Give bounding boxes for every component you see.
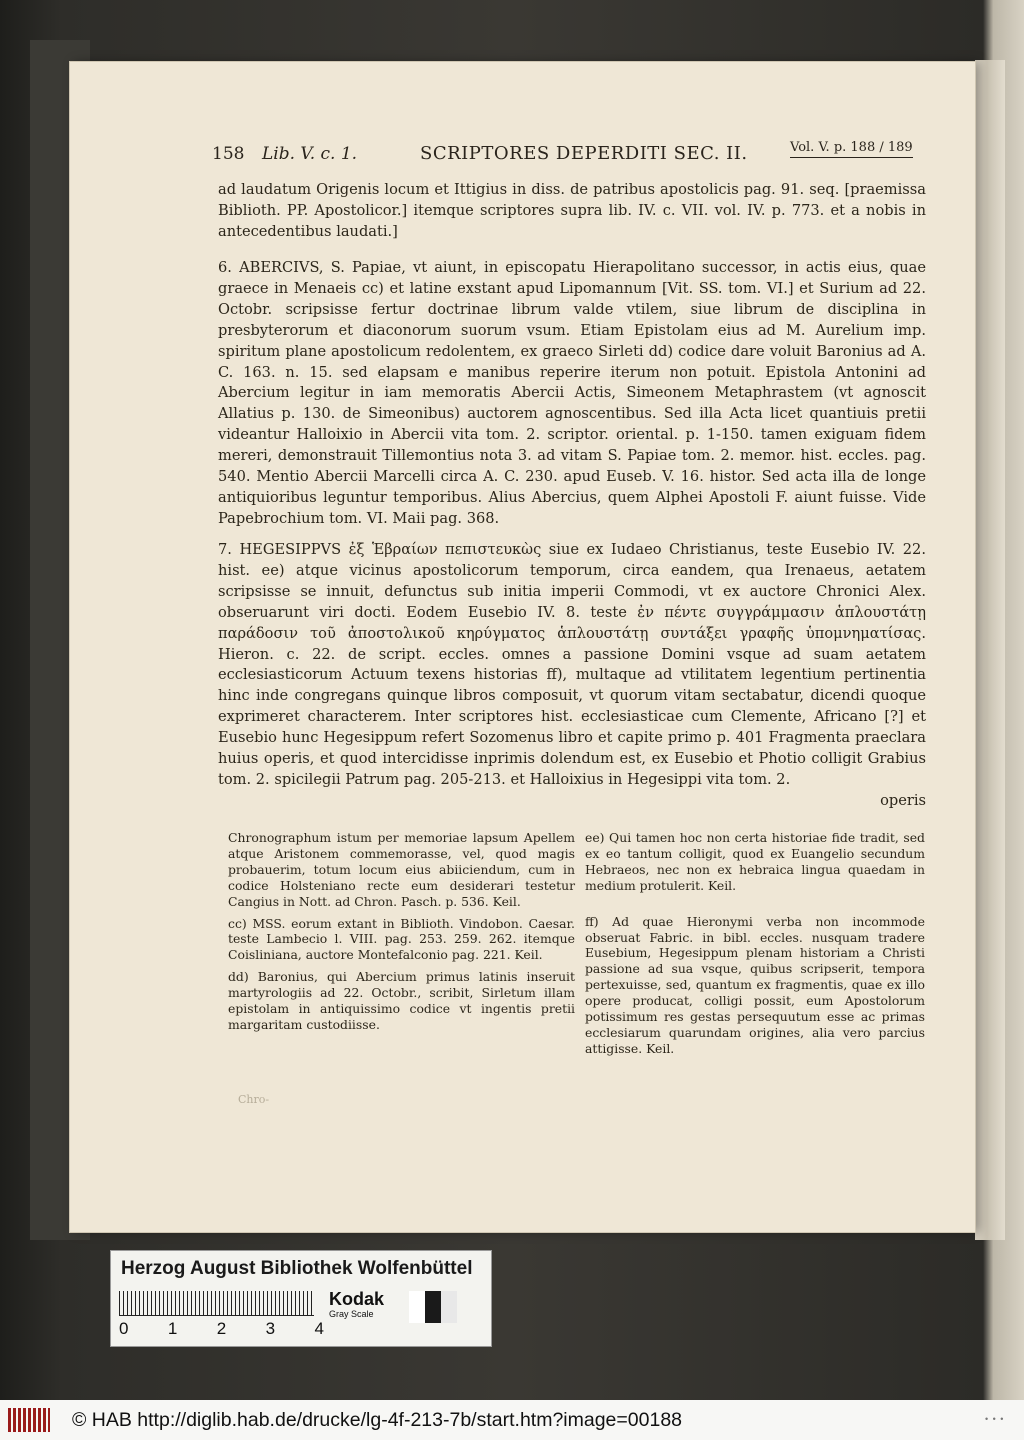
ruler-label: 4 xyxy=(314,1319,324,1338)
kodak-label xyxy=(329,1289,407,1325)
institution-name: Herzog August Bibliothek Wolfenbüttel xyxy=(121,1258,473,1279)
copyright-url[interactable]: © HAB http://diglib.hab.de/drucke/lg-4f-213-7b/start.htm?image=00188 xyxy=(72,1409,683,1431)
volume-reference: Vol. V. p. 188 / 189 xyxy=(790,140,913,158)
page-edge xyxy=(975,60,1005,1240)
paragraph-hegesippus xyxy=(218,540,926,812)
paragraph-abercius: 6. ABERCIVS, S. Papiae, vt aiunt, in episcopatu Hierapolitano successor, in actis eius, quae graece in Menaeis cc) et latine exstant apud Lipomannum [Vit. SS. tom. VI.] et Surium ad 22. Octobr. scripsisse fertur doctrinae librum valde vtilem, siue librum de disciplina in presbyterorum et diaconorum suorum vsum. Etiam Epistolam eius ad M. Aurelium imp. spiritum plane apostolicum redolentem, ex graeco Sirleti dd) codice dare voluit Baronius ad A. C. 163. n. 15. sed elapsam e manibus reperire iterum non potuit. Epistola Antonini ad Abercium legitur in iam memoratis Abercii Actis, Simeonem Metaphrastem (vt agnoscit Allatius p. 130. de Simeonibus) auctorem agnoscentibus. Sed illa Acta licet quantiuis pretii videantur Halloixio in Abercii vita tom. 2. scriptor. oriental. p. 1-150. tamen exiguam fidem mereri, demonstrauit Tillemontius nota 3. ad vitam S. Papiae tom. 2. memor. hist. eccles. pag. 540. Mentio Abercii Marcelli circa A. C. 230. apud Euseb. V. 16. histor. Sed acta illa de longe antiquioribus leguntur temporibus. Alius Abercius, quem Alphei Apostoli F. aiunt fuisse. Vide Papebrochium tom. VI. Maii pag. 368. xyxy=(218,259,926,527)
gray-scale-patches xyxy=(409,1291,457,1323)
menu-dots-icon[interactable]: • • • xyxy=(985,1414,1005,1424)
measurement-ruler xyxy=(119,1291,314,1316)
footnote-dd: dd) Baronius, qui Abercium primus latinis inseruit martyrologiis ad 22. Octobr., scribit, Sirletum illam epistolam in antiquissimo codice vt ingentis pretii margaritam custodiisse. xyxy=(228,969,575,1032)
footnote-cc: cc) MSS. eorum extant in Biblioth. Vindobon. Caesar. teste Lambecio l. VIII. pag. 253. 259. 262. itemque Coisliniana, auctore Montefalconio pag. 221. Keil. xyxy=(228,915,575,963)
page-number: 158 xyxy=(212,144,245,164)
show-through-text: Chro- xyxy=(238,1093,270,1106)
ruler-labels xyxy=(119,1319,324,1339)
gray-patch xyxy=(425,1291,441,1323)
hab-logo-icon xyxy=(8,1408,50,1432)
footnote: Chronographum istum per memoriae lapsum Apellem atque Aristonem commemorasse, vel, quod magis probauerim, totum locum eius abiiciendum, cum in codice Holsteniano recte eum desiderari testetur Cangius in Nott. ad Chron. Pasch. p. 536. Keil. xyxy=(228,830,575,909)
running-header xyxy=(212,140,922,170)
ruler-label: 2 xyxy=(216,1319,227,1338)
paragraph-intro: ad laudatum Origenis locum et Ittigius in diss. de patribus apostolicis pag. 91. seq. [praemissa Biblioth. PP. Apostolicor.] itemque scriptores supra lib. IV. c. VII. vol. IV. p. 773. et a nobis in antecedentibus laudati.] xyxy=(218,181,926,240)
running-title: SCRIPTORES DEPERDITI SEC. II. xyxy=(420,143,748,164)
kodak-brand: Kodak xyxy=(329,1289,385,1309)
footnote-ff: ff) Ad quae Hieronymi verba non incommode obseruat Fabric. in bibl. eccles. nusquam tradere Eusebium, Hegesippum plenam historiam a Christi passione ad sua vsque, quibus scripserit, tempora pertexuisse, sed, quantum ex fragmentis, quae ex illo opere producat, colligi possit, eum Apostolorum potissimum res gestas persequutum esse ac primas ecclesiarum quarundam origines, alia vero parcius attigisse. Keil. xyxy=(585,913,925,1056)
hegesippus-text: 7. HEGESIPPVS ἐξ Ἑβραίων πεπιστευκὼς siue ex Iudaeo Christianus, teste Eusebio IV. 22. hist. ee) atque vicinus apostolicorum temporum, circa eandem, qua Irenaeus, aetatem scripsisse se innuit, defunctus sub initia imperii Commodi, vt ex auctore Chronici Alex. obseruarunt viri docti. Eodem Eusebio IV. 8. teste ἐν πέντε συγγράμμασιν ἁπλουστάτῃ παράδοσιν τοῦ ἀποστολικοῦ κηρύγματος ἁπλουστάτῃ συντάξει γραφῆς ὑπομνηματίσας. Hieron. c. 22. de script. eccles. omnes a passione Domini vsque ad suam aetatem ecclesiasticorum Actuum texens historias ff), multaque ad vtilitatem legentium pertinentia hinc inde congregans quinque libros composuit, vt quorum vitam sectabatur, dicendi quoque exprimeret characterem. Inter scriptores hist. ecclesiasticae cum Clemente, Africano [?] et Eusebio hunc Hegesippum refert Sozomenus libro et capite primo p. 401 Fragmenta praeclara huius operis, et quod intercidisse inprimis dolendum est, ex Eusebio et Photio colligit Grabius tom. 2. spicilegii Patrum pag. 205-213. et Halloixius in Hegesippi vita tom. 2. xyxy=(218,541,926,788)
ruler-label: 3 xyxy=(265,1319,276,1338)
gray-patch xyxy=(409,1291,425,1323)
footer-bar xyxy=(0,1400,1024,1440)
ruler-label: 1 xyxy=(167,1319,178,1338)
gray-scale-label: Gray Scale xyxy=(329,1309,374,1319)
library-color-card xyxy=(110,1250,492,1347)
catchword: operis xyxy=(880,791,926,809)
footnotes-right xyxy=(585,830,925,1077)
footnotes-left xyxy=(228,830,575,1039)
book-reference: Lib. V. c. 1. xyxy=(262,144,358,164)
gray-patch xyxy=(441,1291,457,1323)
ruler-label: 0 xyxy=(119,1319,129,1338)
footnote-ee: ee) Qui tamen hoc non certa historiae fide tradit, sed ex eo tantum colligit, quod ex Euangelio secundum Hebraeos, nec non ex hebraica lingua quaedam in medium protulerit. Keil. xyxy=(585,830,925,893)
